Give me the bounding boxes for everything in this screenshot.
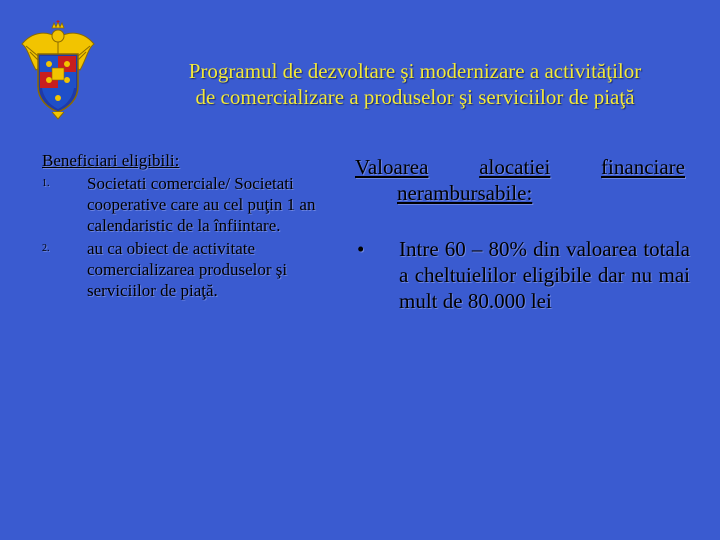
financial-allocation-section xyxy=(355,154,690,314)
list-item-text: au ca obiect de activitate comercializarea produselor şi serviciilor de piaţă. xyxy=(87,239,288,300)
allocation-heading-word: nerambursabile: xyxy=(397,181,533,205)
title-line-1: Programul de dezvoltare şi modernizare a activităţilor xyxy=(188,59,642,83)
list-item-number: 2. xyxy=(42,243,50,254)
allocation-heading-word: financiare xyxy=(601,155,685,179)
list-item xyxy=(42,173,352,236)
eligible-beneficiaries-section xyxy=(42,150,352,301)
allocation-heading-word: alocatiei xyxy=(479,155,551,179)
list-item xyxy=(42,238,352,301)
allocation-heading-word: Valoarea xyxy=(355,155,429,179)
slide-title xyxy=(120,58,710,110)
allocation-heading xyxy=(355,154,690,180)
list-item xyxy=(355,236,690,314)
allocation-heading-line-2 xyxy=(355,180,690,206)
list-item-number: 1. xyxy=(42,178,50,189)
allocation-description: Intre 60 – 80% din valoarea totala a cheltuielilor eligibile dar nu mai mult de 80.000 lei xyxy=(399,237,690,313)
romania-coat-of-arms-icon xyxy=(18,20,98,120)
eligible-beneficiaries-heading: Beneficiari eligibili: xyxy=(42,151,180,170)
title-line-2: de comercializare a produselor şi serviciilor de piaţă xyxy=(195,85,635,109)
list-item-text: Societati comerciale/ Societati cooperative care au cel puţin 1 an calendaristic de la înfiintare. xyxy=(87,174,316,235)
bullet-icon: • xyxy=(357,237,365,261)
